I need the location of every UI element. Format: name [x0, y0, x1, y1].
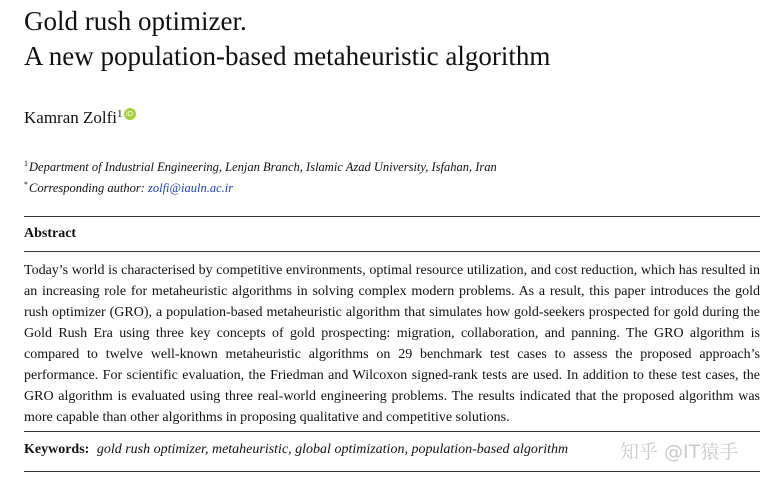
- author: [24, 108, 136, 128]
- author-name: Kamran Zolfi: [24, 108, 117, 127]
- divider-top: [24, 216, 760, 217]
- corresponding-author: [24, 180, 233, 196]
- corresponding-mark: *: [24, 180, 28, 189]
- divider-abstract: [24, 251, 760, 252]
- affiliation-text: Department of Industrial Engineering, Lenjan Branch, Islamic Azad University, Isfahan, Iran: [29, 160, 497, 174]
- watermark: 知乎 @IT猿手: [620, 441, 739, 463]
- abstract-body: Today’s world is characterised by competitive environments, optimal resource utilization, and cost reduction, which has resulted in an increasing role for metaheuristic algorithms in solving complex modern problems. As a result, this paper introduces the gold rush optimizer (GRO), a population-based metaheuristic algorithm that simulates how gold-seekers prospected for gold during the Gold Rush Era using three key concepts of gold prospecting: migration, collaboration, and panning. The GRO algorithm is compared to twelve well-known metaheuristic algorithms on 29 benchmark test cases to assess the proposed approach’s performance. For scientific evaluation, the Friedman and Wilcoxon signed-rank tests are used. In addition to these test cases, the GRO algorithm is evaluated using three real-world engineering problems. The results indicated that the proposed algorithm was more capable than other algorithms in proposing qualitative and competitive solutions.: [24, 263, 760, 425]
- title-line-2: A new population-based metaheuristic algorithm: [24, 41, 551, 71]
- divider-keywords-bottom: [24, 471, 760, 472]
- paper-title: [24, 4, 550, 74]
- affiliation-mark: 1: [24, 159, 28, 168]
- author-affiliation-mark: 1: [117, 108, 123, 120]
- keywords-text: gold rush optimizer, metaheuristic, global optimization, population-based algorithm: [96, 442, 569, 457]
- keywords: [24, 442, 568, 458]
- affiliation: [24, 159, 497, 175]
- divider-keywords-top: [24, 431, 760, 432]
- abstract-heading: Abstract: [24, 226, 77, 241]
- keywords-label: Keywords:: [24, 442, 90, 457]
- corresponding-label: Corresponding author:: [29, 181, 148, 195]
- orcid-icon[interactable]: iD: [124, 108, 136, 120]
- email-link[interactable]: zolfi@iauln.ac.ir: [148, 181, 234, 195]
- title-line-1: Gold rush optimizer.: [24, 6, 247, 36]
